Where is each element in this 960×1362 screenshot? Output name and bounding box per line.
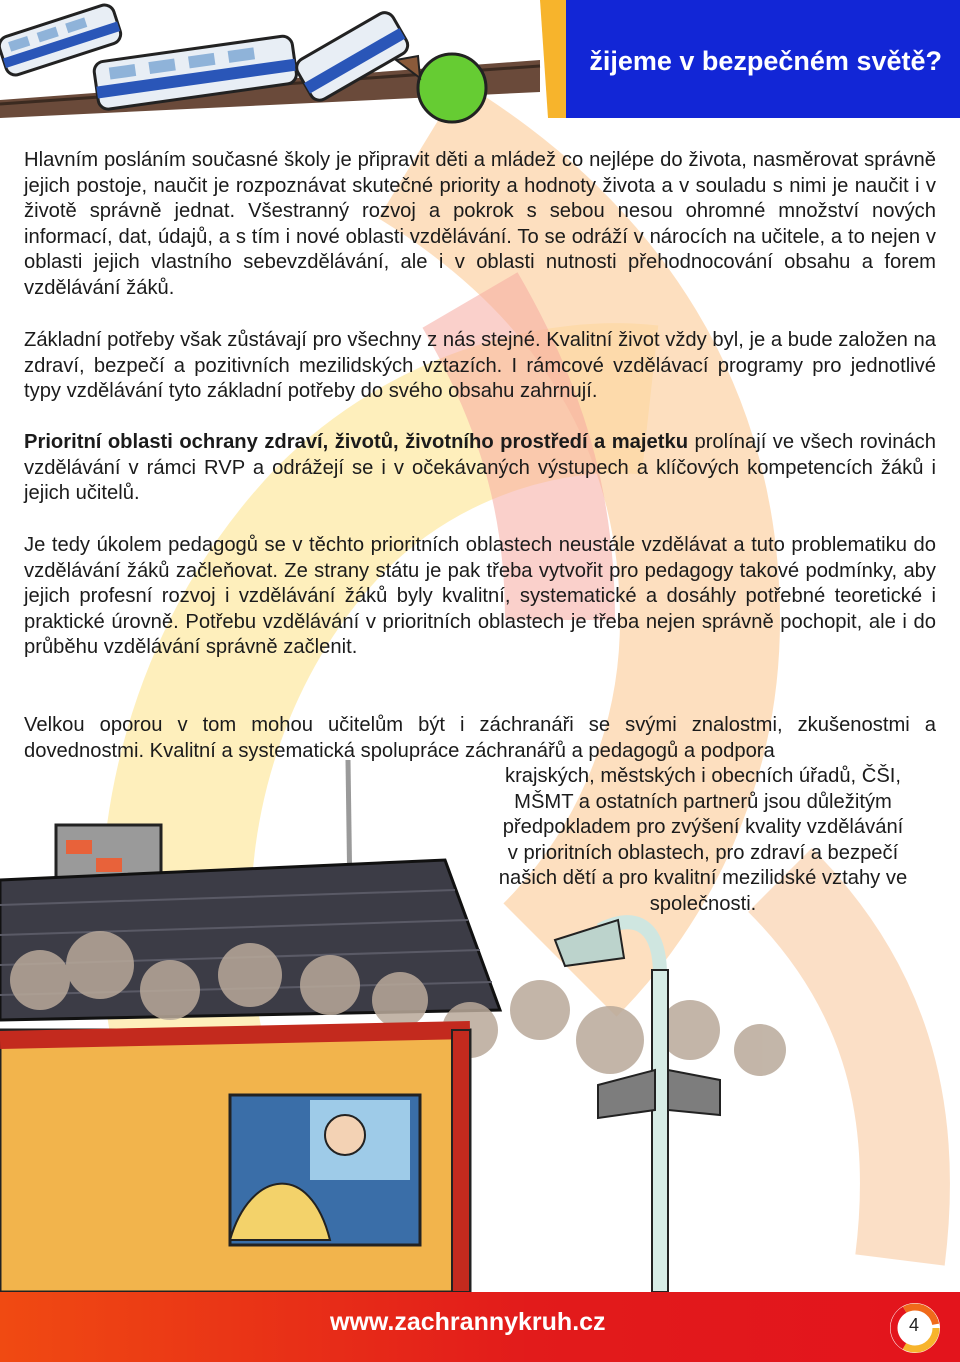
paragraph-3-bold: Prioritní oblasti ochrany zdraví, životů, životního prostředí a majetku (24, 431, 689, 453)
train-crash-illustration (0, 2, 540, 122)
paragraph-5-line: společnosti. (649, 892, 757, 915)
footer-bar (0, 1292, 960, 1362)
paragraph-3 (24, 430, 936, 507)
paragraph-1: Hlavním posláním současné školy je připravit děti a mládež co nejlépe do života, nasměrovat správně jejich postoje, naučit je rozpoznávat skutečné priority a hodnoty života a v souladu s nimi je naučit i v životě správně jednat. Všestranný rozvoj a pokrok s sebou nesou ohromné množství nových informací, dat, údajů, a s tím i nové oblasti vzdělávání. To se odráží v nárocích na učitele, a to nejen v oblasti jejich vlastního sebevzdělávání, ale i v oblasti nutnosti přehodnocování obsahu a forem vzdělávání žáků. (24, 149, 936, 299)
footer-website-link[interactable]: www.zachrannykruh.cz (330, 1308, 606, 1336)
paragraph-5-line: našich dětí a pro kvalitní mezilidské vztahy ve (498, 867, 908, 890)
paragraph-5-tail (470, 764, 936, 918)
page-header-title: žijeme v bezpečném světě? (589, 46, 942, 76)
swirl-light-arc (780, 880, 905, 1260)
paragraph-2: Základní potřeby však zůstávají pro všechny z nás stejné. Kvalitní život vždy byl, je a bude založen na zdraví, bezpečí a pozitivních mezilidských vztazích. I rámcové vzdělávací programy pro jednotlivé typy vzdělávání tyto základní potřeby do svého obsahu zahrnují. (24, 329, 936, 403)
paragraph-5-line: MŠMT a ostatních partnerů jsou důležitým (514, 790, 892, 813)
paragraph-5-line: předpokladem pro zvýšení kvality vzdělávání (502, 816, 904, 839)
paragraph-5-line: v prioritních oblastech, pro zdraví a bezpečí (507, 841, 899, 864)
paragraph-3-rest: prolínají ve všech rovinách vzdělávání v rámci RVP a odrážejí se i v očekávaných výstupech a klíčových kompetencích žáků i jejich učitelů. (24, 431, 936, 505)
page-number: 4 (908, 1315, 919, 1335)
paragraph-4: Je tedy úkolem pedagogů se v těchto prioritních oblastech neustále vzdělávat a tuto problematiku do vzdělávání žáků začleňovat. Ze strany státu je pak třeba vytvořit pro pedagogy takové podmínky, aby jejich profesní rozvoj i vzdělávání žáků byly kvalitní, systematické a dosáhly potřebné teoretické i praktické úrovně. Potřebu vzdělávání v prioritních oblastech je třeba nejen správně pochopit, ale i do průběhu vzdělávání správně začlenit. (24, 534, 936, 659)
paragraph-5-line: krajských, městských i obecních úřadů, ČŠI, (504, 765, 902, 787)
paragraph-5-lead: Velkou oporou v tom mohou učitelům být i záchranáři se svými znalostmi, zkušenostmi a dovednostmi. Kvalitní a systematická spolupráce záchranářů a pedagogů a podpora (24, 714, 936, 762)
